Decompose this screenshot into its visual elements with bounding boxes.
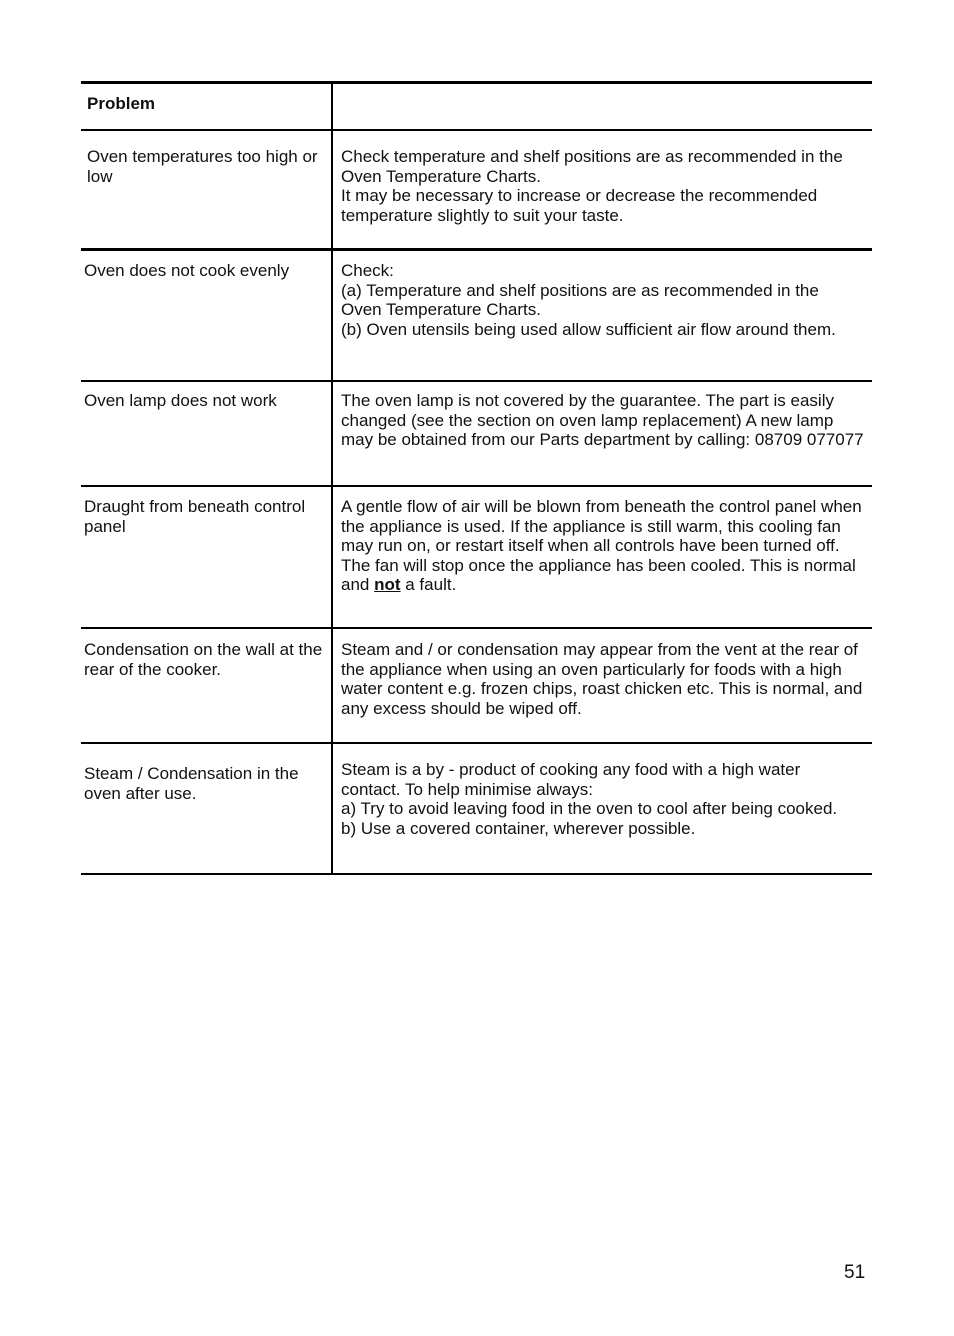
solution-line: (a) Temperature and shelf positions are as recommended in the Oven Temperature Charts. [341,280,819,320]
solution-cell [333,131,872,248]
problem-text: Oven temperatures too high or low [87,147,318,186]
solution-line: A gentle flow of air will be blown from beneath the control panel when the appliance is used. If the appliance is still warm, this cooling fan may run on, or restart itself when all controls have been turned off. [341,497,862,556]
table-row [81,131,872,251]
header-solution [333,84,872,129]
table-row [81,487,872,629]
solution-cell [333,487,872,627]
problem-cell [81,744,333,873]
solution-cell [333,629,872,742]
solution-line: Steam and / or condensation may appear from the vent at the rear of the appliance when using an oven particularly for foods with a high water content e.g. frozen chips, roast chicken etc. This is normal, and any excess should be wiped off. [341,640,863,718]
solution-line: Check temperature and shelf positions are as recommended in the Oven Temperature Charts. [341,147,843,186]
solution-text: The fan will stop once the appliance has been cooled. This is normal and [341,555,856,595]
solution-cell [333,744,872,873]
problem-cell [81,382,333,485]
table-header-row [81,84,872,131]
troubleshooting-table [81,81,872,875]
solution-line: a) Try to avoid leaving food in the oven to cool after being cooked. [341,799,838,819]
problem-cell [81,629,333,742]
problem-text: Steam / Condensation in the oven after use. [84,764,299,803]
problem-text: Oven does not cook evenly [84,261,290,280]
table-row [81,251,872,382]
table-row [81,629,872,744]
solution-text: a fault. [400,575,457,595]
page-number: 51 [844,1262,866,1283]
problem-text: Oven lamp does not work [84,391,277,410]
solution-line-last [341,556,864,595]
solution-line: It may be necessary to increase or decrease the recommended temperature slightly to suit your taste. [341,186,818,225]
solution-line: (b) Oven utensils being used allow sufficient air flow around them. [341,319,836,339]
solution-cell [333,251,872,380]
problem-cell [81,251,333,380]
solution-line: The oven lamp is not covered by the guarantee. The part is easily changed (see the section on oven lamp replacement) A new lamp may be obtained from our Parts department by calling: 08709 077077 [341,391,864,450]
problem-text: Condensation on the wall at the rear of the cooker. [84,640,323,679]
problem-text: Draught from beneath control panel [84,497,306,536]
solution-line: Steam is a by - product of cooking any food with a high water contact. To help minimise always: [341,760,801,799]
problem-cell [81,487,333,627]
table-row [81,744,872,875]
solution-line: Check: [341,261,394,280]
solution-cell [333,382,872,485]
emphasis-not: not [374,575,401,595]
solution-line: b) Use a covered container, wherever possible. [341,818,696,838]
problem-cell [81,131,333,248]
header-problem: Problem [81,84,333,129]
table-row [81,382,872,487]
